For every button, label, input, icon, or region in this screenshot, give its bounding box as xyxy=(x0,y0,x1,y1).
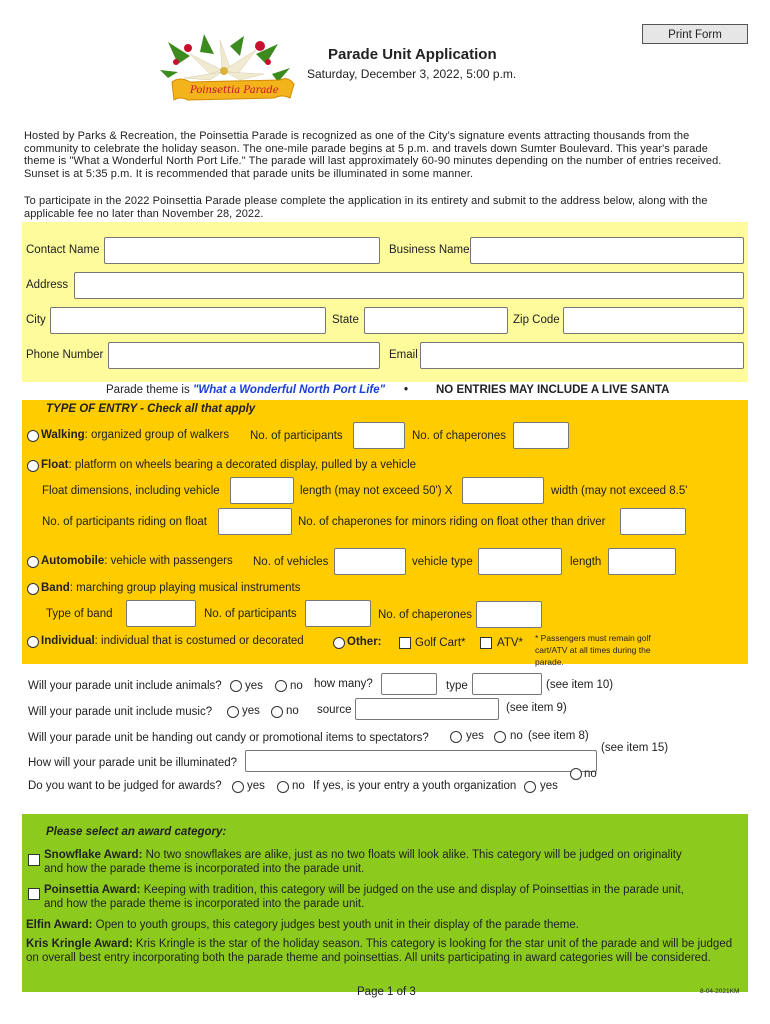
candy-question: Will your parade unit be handing out candy or promotional items to spectators? xyxy=(28,732,429,744)
page-title: Parade Unit Application xyxy=(328,46,497,63)
walking-name: Walking xyxy=(41,429,85,441)
entry-type-heading: TYPE OF ENTRY - Check all that apply xyxy=(46,403,256,415)
animals-yes-label: yes xyxy=(245,680,263,692)
form-code: 8-04-2021KM xyxy=(700,988,740,995)
address-label: Address xyxy=(26,279,69,291)
phone-field[interactable] xyxy=(108,342,380,369)
elfin-award xyxy=(26,918,746,932)
no-santa-notice: NO ENTRIES MAY INCLUDE A LIVE SANTA xyxy=(436,384,670,396)
band-option xyxy=(41,582,301,594)
music-yes-radio[interactable] xyxy=(227,706,239,718)
theme-line xyxy=(106,384,385,396)
automobile-name: Automobile xyxy=(41,555,105,567)
other-label: Other: xyxy=(347,636,382,648)
band-radio[interactable] xyxy=(27,583,39,595)
band-chaperones-field[interactable] xyxy=(476,601,542,628)
snowflake-award-name: Snowflake Award: xyxy=(44,849,143,861)
city-field[interactable] xyxy=(50,307,326,334)
candy-no-label: no xyxy=(510,730,523,742)
auto-type-label: vehicle type xyxy=(412,556,473,568)
walking-chaperones-field[interactable] xyxy=(513,422,569,449)
elfin-award-desc: Open to youth groups, this category judges best youth unit in their display of the parade theme. xyxy=(92,919,579,931)
music-source-field[interactable] xyxy=(355,698,499,720)
snowflake-award-desc: No two snowflakes are alike, just as no two floats will look alike. This category will be judged on originality and how the parade theme is incorporated into the parade unit. xyxy=(44,849,682,875)
kris-kringle-award-name: Kris Kringle Award: xyxy=(26,938,133,950)
theme-name: "What a Wonderful North Port Life" xyxy=(192,384,386,396)
intro-paragraph: Hosted by Parks & Recreation, the Poinsettia Parade is recognized as one of the City's signature events attracting thousands from the community to celebrate the holiday season. The one-mile parade begins at 5 p.m. and travels down Sumter Boulevard. This year's parade theme is "What a Wonderful North Port Life." The parade will last approximately 60-90 minutes depending on the number of entries received. Sunset is at 5:35 p.m. It is recommended that parade units be illuminated in some manner. xyxy=(24,130,722,180)
youth-no-label: no xyxy=(584,768,597,780)
see-item-10: (see item 10) xyxy=(546,679,614,691)
contact-name-label: Contact Name xyxy=(26,244,100,256)
auto-vehicles-label: No. of vehicles xyxy=(253,556,329,568)
judged-no-label: no xyxy=(292,780,305,792)
animals-how-many-label: how many? xyxy=(314,678,373,690)
award-heading: Please select an award category: xyxy=(46,826,227,838)
elfin-award-name: Elfin Award: xyxy=(26,919,93,931)
business-name-label: Business Name xyxy=(389,244,470,256)
band-chaperones-label: No. of chaperones xyxy=(378,609,472,621)
judged-no-radio[interactable] xyxy=(277,781,289,793)
auto-vehicles-field[interactable] xyxy=(334,548,406,575)
walking-radio[interactable] xyxy=(27,430,39,442)
music-no-radio[interactable] xyxy=(271,706,283,718)
deadline-paragraph: To participate in the 2022 Poinsettia Parade please complete the application in its entirety and submit to the address below, along with the applicable fee no later than November 28, 2022. xyxy=(24,195,708,220)
band-type-field[interactable] xyxy=(126,600,196,627)
individual-name: Individual xyxy=(41,635,95,647)
phone-label: Phone Number xyxy=(26,349,104,361)
float-chaperones-label: No. of chaperones for minors riding on float other than driver xyxy=(298,516,606,528)
see-item-15: (see item 15) xyxy=(601,742,669,754)
band-type-label: Type of band xyxy=(46,608,113,620)
youth-question: If yes, is your entry a youth organization xyxy=(313,780,517,792)
poinsettia-parade-logo xyxy=(160,34,305,108)
band-participants-field[interactable] xyxy=(305,600,371,627)
atv-checkbox[interactable] xyxy=(480,637,492,649)
float-length-label: length (may not exceed 50') X xyxy=(300,485,453,497)
float-radio[interactable] xyxy=(27,460,39,472)
music-source-label: source xyxy=(317,704,352,716)
animals-no-label: no xyxy=(290,680,303,692)
poinsettia-award-name: Poinsettia Award: xyxy=(44,884,141,896)
svg-text:Poinsettia Parade: Poinsettia Parade xyxy=(190,85,279,96)
contact-name-field[interactable] xyxy=(104,237,380,264)
snowflake-checkbox[interactable] xyxy=(28,854,40,866)
walking-desc: : organized group of walkers xyxy=(84,429,230,441)
automobile-option xyxy=(41,555,233,567)
automobile-desc: : vehicle with passengers xyxy=(104,555,233,567)
float-dimensions-label: Float dimensions, including vehicle xyxy=(42,485,220,497)
illumination-field[interactable] xyxy=(245,750,597,772)
other-radio[interactable] xyxy=(333,637,345,649)
kris-kringle-award-desc: Kris Kringle is the star of the holiday season. This category is looking for the star unit of the parade and will be judged on overall best entry incorporating both the parade theme and poinsettias. All units participating in award categories will be considered. xyxy=(26,938,733,964)
float-width-label: width (may not exceed 8.5' xyxy=(551,485,688,497)
animals-type-field[interactable] xyxy=(472,673,542,695)
atv-label: ATV* xyxy=(497,637,523,649)
animals-how-many-field[interactable] xyxy=(381,673,437,695)
individual-option xyxy=(41,635,304,647)
judged-yes-radio[interactable] xyxy=(232,781,244,793)
individual-radio[interactable] xyxy=(27,636,39,648)
automobile-radio[interactable] xyxy=(27,556,39,568)
print-form-button[interactable]: Print Form xyxy=(642,24,748,44)
judged-question: Do you want to be judged for awards? xyxy=(28,780,222,792)
golf-cart-label: Golf Cart* xyxy=(415,637,466,649)
snowflake-award xyxy=(44,848,704,876)
float-option xyxy=(41,459,416,471)
float-width-field[interactable] xyxy=(462,477,544,504)
music-no-label: no xyxy=(286,705,299,717)
youth-yes-radio[interactable] xyxy=(524,781,536,793)
page-subtitle: Saturday, December 3, 2022, 5:00 p.m. xyxy=(307,67,517,81)
youth-no-radio[interactable] xyxy=(570,768,582,780)
judged-yes-label: yes xyxy=(247,780,265,792)
walking-chaperones-label: No. of chaperones xyxy=(412,430,506,442)
city-label: City xyxy=(26,314,46,326)
float-chaperones-field[interactable] xyxy=(620,508,686,535)
address-field[interactable] xyxy=(74,272,744,299)
float-name: Float xyxy=(41,459,69,471)
email-label: Email xyxy=(389,349,418,361)
see-item-9: (see item 9) xyxy=(506,702,567,714)
music-question: Will your parade unit include music? xyxy=(28,706,213,718)
animals-question: Will your parade unit include animals? xyxy=(28,680,222,692)
animals-yes-radio[interactable] xyxy=(230,680,242,692)
kris-kringle-award xyxy=(26,937,746,965)
candy-no-radio[interactable] xyxy=(494,731,506,743)
walking-participants-label: No. of participants xyxy=(250,430,343,442)
band-participants-label: No. of participants xyxy=(204,608,297,620)
state-field[interactable] xyxy=(364,307,508,334)
animals-type-label: type xyxy=(446,680,468,692)
poinsettia-award-desc: Keeping with tradition, this category will be judged on the use and display of Poinsettias in the parade unit, and how the parade theme is incorporated into the parade unit. xyxy=(44,884,684,910)
animals-no-radio[interactable] xyxy=(275,680,287,692)
illumination-question: How will your parade unit be illuminated? xyxy=(28,757,238,769)
float-desc: : platform on wheels bearing a decorated display, pulled by a vehicle xyxy=(68,459,417,471)
golf-cart-checkbox[interactable] xyxy=(399,637,411,649)
email-field[interactable] xyxy=(420,342,744,369)
zip-field[interactable] xyxy=(563,307,744,334)
walking-participants-field[interactable] xyxy=(353,422,405,449)
band-name: Band xyxy=(41,582,70,594)
auto-length-field[interactable] xyxy=(608,548,676,575)
theme-prefix: Parade theme is xyxy=(106,384,193,396)
zip-label: Zip Code xyxy=(513,314,560,326)
auto-type-field[interactable] xyxy=(478,548,562,575)
band-desc: : marching group playing musical instruments xyxy=(69,582,301,594)
poinsettia-award xyxy=(44,883,704,911)
candy-yes-radio[interactable] xyxy=(450,731,462,743)
candy-yes-label: yes xyxy=(466,730,484,742)
music-yes-label: yes xyxy=(242,705,260,717)
float-length-field[interactable] xyxy=(230,477,294,504)
theme-bullet: • xyxy=(404,384,409,396)
see-item-8: (see item 8) xyxy=(528,730,589,742)
business-name-field[interactable] xyxy=(470,237,744,264)
state-label: State xyxy=(332,314,359,326)
individual-desc: : individual that is costumed or decorated xyxy=(94,635,304,647)
youth-yes-label: yes xyxy=(540,780,558,792)
walking-option xyxy=(41,429,229,441)
page-number: Page 1 of 3 xyxy=(357,986,416,998)
passenger-note: * Passengers must remain golf cart/ATV at all times during the parade. xyxy=(535,633,651,667)
float-riders-label: No. of participants riding on float xyxy=(42,516,207,528)
poinsettia-checkbox[interactable] xyxy=(28,888,40,900)
float-riders-field[interactable] xyxy=(218,508,292,535)
auto-length-label: length xyxy=(570,556,602,568)
